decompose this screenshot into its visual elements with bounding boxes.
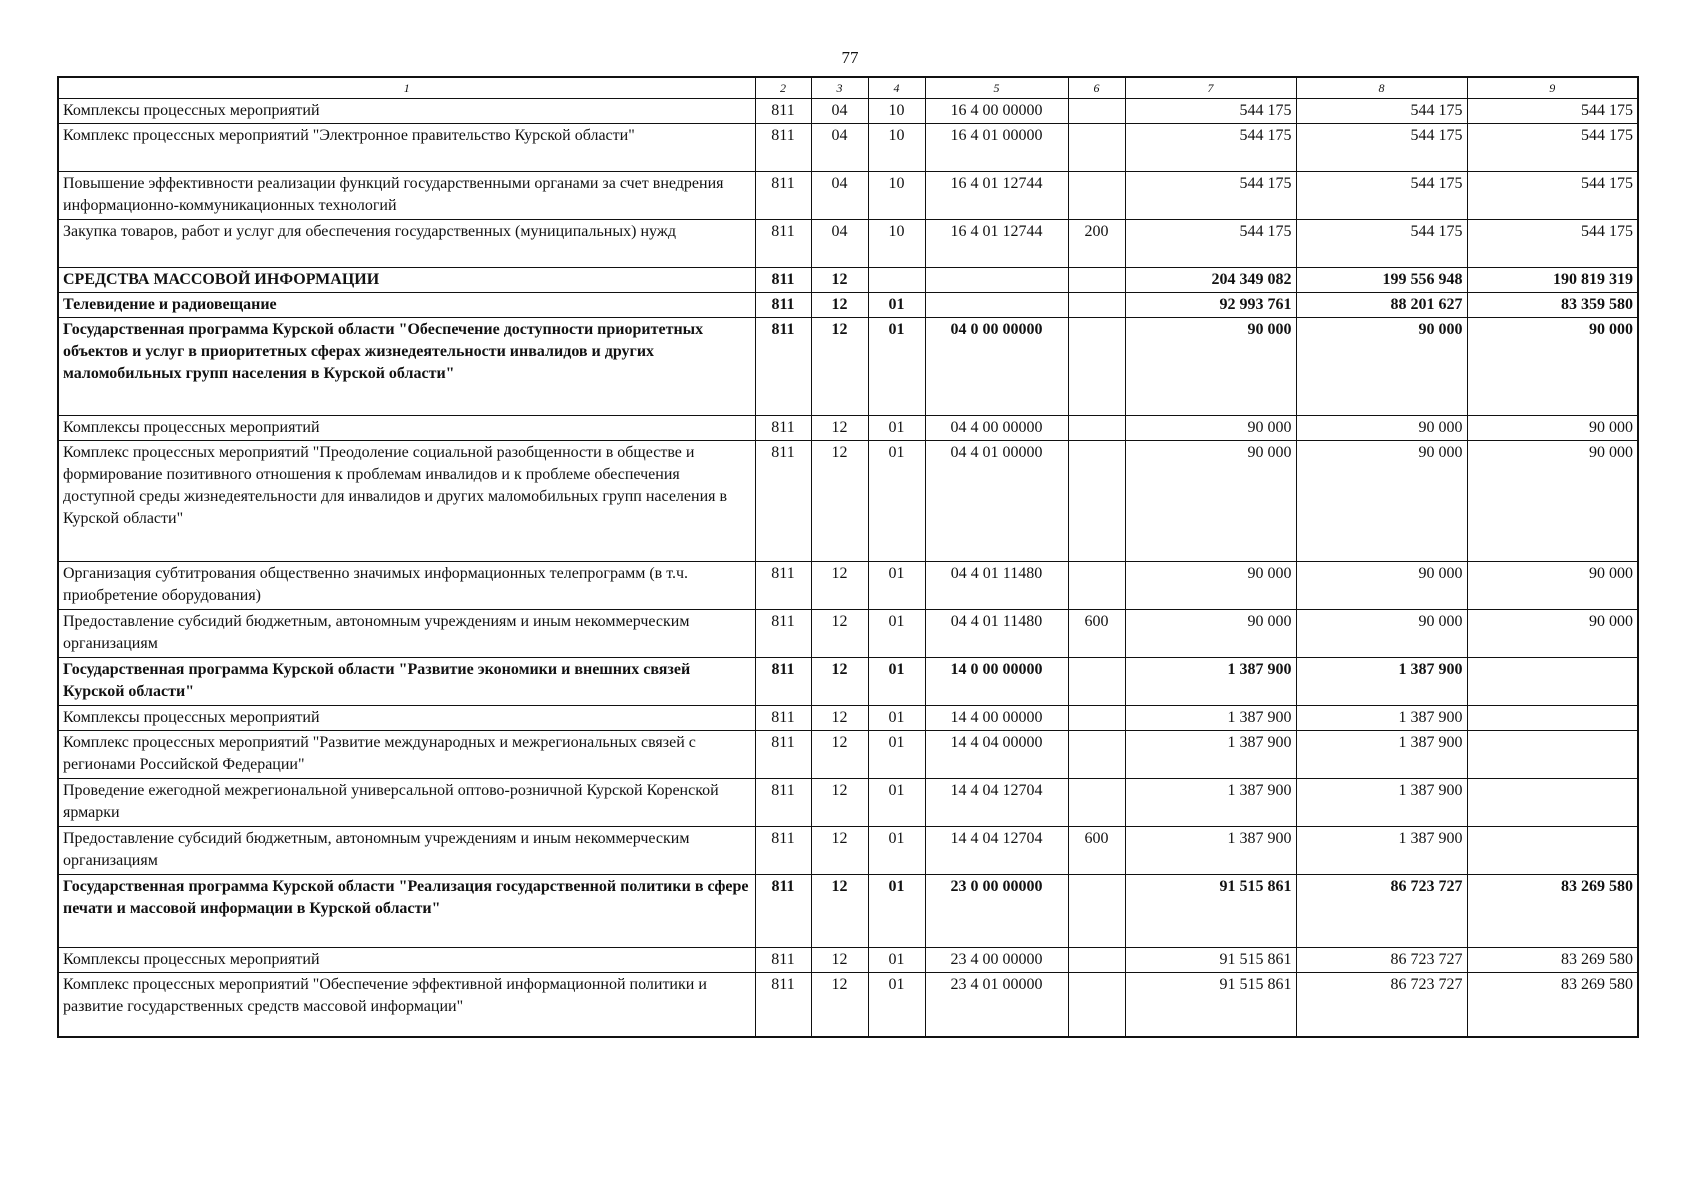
row-target-article: 16 4 01 12744 [925,220,1068,268]
table-row [58,99,1638,124]
row-subsection-code: 01 [868,875,925,948]
row-target-article: 23 0 00 00000 [925,875,1068,948]
row-target-article: 04 4 00 00000 [925,416,1068,441]
row-amount-1: 204 349 082 [1125,268,1296,293]
row-amount-1: 90 000 [1125,562,1296,610]
table-row [58,441,1638,562]
row-subsection-code: 01 [868,610,925,658]
row-amount-3: 544 175 [1467,172,1638,220]
row-section-code: 04 [811,220,868,268]
row-target-article: 14 4 04 00000 [925,731,1068,779]
row-name: Комплекс процессных мероприятий "Преодоление социальной разобщенности в обществе и формирование позитивного отношения к проблемам инвалидов и к проблеме обеспечения доступной среды жизнедеятельности для инвалидов и других маломобильных групп населения в Курской области" [58,441,755,562]
row-amount-1: 544 175 [1125,124,1296,172]
row-section-code: 12 [811,779,868,827]
row-amount-1: 544 175 [1125,220,1296,268]
row-admin-code: 811 [755,658,811,706]
col-header-2: 2 [755,77,811,99]
row-admin-code: 811 [755,220,811,268]
row-admin-code: 811 [755,731,811,779]
row-amount-2: 86 723 727 [1296,948,1467,973]
table-row [58,610,1638,658]
row-subsection-code: 01 [868,293,925,318]
row-amount-1: 1 387 900 [1125,706,1296,731]
row-section-code: 12 [811,731,868,779]
row-target-article: 04 4 01 11480 [925,610,1068,658]
col-header-5: 5 [925,77,1068,99]
row-section-code: 12 [811,293,868,318]
row-target-article: 14 4 04 12704 [925,827,1068,875]
row-amount-1: 90 000 [1125,318,1296,416]
row-amount-1: 91 515 861 [1125,875,1296,948]
row-subsection-code: 01 [868,441,925,562]
row-section-code: 12 [811,948,868,973]
row-amount-2: 544 175 [1296,220,1467,268]
row-admin-code: 811 [755,441,811,562]
row-admin-code: 811 [755,779,811,827]
row-amount-1: 91 515 861 [1125,973,1296,1037]
row-amount-3: 90 000 [1467,441,1638,562]
row-subsection-code: 01 [868,731,925,779]
row-expense-type [1068,318,1125,416]
col-header-4: 4 [868,77,925,99]
table-row [58,973,1638,1037]
row-section-code: 12 [811,318,868,416]
row-admin-code: 811 [755,172,811,220]
col-header-1: 1 [58,77,755,99]
row-name: Комплекс процессных мероприятий "Обеспечение эффективной информационной политики и развитие государственных средств массовой информации" [58,973,755,1037]
row-expense-type [1068,658,1125,706]
row-target-article: 16 4 01 12744 [925,172,1068,220]
row-section-code: 12 [811,706,868,731]
row-section-code: 12 [811,441,868,562]
row-name: Комплексы процессных мероприятий [58,948,755,973]
row-expense-type: 600 [1068,610,1125,658]
row-admin-code: 811 [755,948,811,973]
row-admin-code: 811 [755,318,811,416]
row-subsection-code: 01 [868,318,925,416]
row-subsection-code: 01 [868,416,925,441]
row-amount-3: 544 175 [1467,124,1638,172]
table-row [58,731,1638,779]
row-amount-3: 83 269 580 [1467,875,1638,948]
row-admin-code: 811 [755,875,811,948]
row-admin-code: 811 [755,827,811,875]
row-admin-code: 811 [755,610,811,658]
row-admin-code: 811 [755,293,811,318]
table-row [58,318,1638,416]
row-section-code: 12 [811,610,868,658]
table-row [58,948,1638,973]
row-amount-2: 1 387 900 [1296,779,1467,827]
row-expense-type [1068,99,1125,124]
table-row [58,172,1638,220]
row-expense-type [1068,973,1125,1037]
row-name: Комплексы процессных мероприятий [58,99,755,124]
page-number: 77 [841,48,859,67]
row-expense-type [1068,731,1125,779]
row-name: Проведение ежегодной межрегиональной универсальной оптово-розничной Курской Коренской ярмарки [58,779,755,827]
row-expense-type [1068,268,1125,293]
header-row [58,77,1638,99]
row-amount-2: 544 175 [1296,172,1467,220]
row-amount-3: 90 000 [1467,562,1638,610]
row-amount-2: 1 387 900 [1296,658,1467,706]
row-subsection-code: 01 [868,658,925,706]
row-amount-1: 91 515 861 [1125,948,1296,973]
table-row [58,416,1638,441]
row-expense-type [1068,172,1125,220]
row-name: Комплекс процессных мероприятий "Развитие международных и межрегиональных связей с регионами Российской Федерации" [58,731,755,779]
row-target-article: 14 4 00 00000 [925,706,1068,731]
row-subsection-code: 10 [868,172,925,220]
row-name: Государственная программа Курской области "Обеспечение доступности приоритетных объектов и услуг в приоритетных сферах жизнедеятельности инвалидов и других маломобильных групп населения в Курской области" [58,318,755,416]
row-subsection-code [868,268,925,293]
row-amount-3 [1467,731,1638,779]
row-admin-code: 811 [755,99,811,124]
row-section-code: 12 [811,416,868,441]
table-row [58,293,1638,318]
row-amount-1: 90 000 [1125,610,1296,658]
row-section-code: 04 [811,99,868,124]
row-amount-2: 90 000 [1296,441,1467,562]
row-name: СРЕДСТВА МАССОВОЙ ИНФОРМАЦИИ [58,268,755,293]
row-amount-2: 544 175 [1296,124,1467,172]
row-subsection-code: 10 [868,99,925,124]
row-amount-2: 90 000 [1296,610,1467,658]
row-amount-2: 88 201 627 [1296,293,1467,318]
row-admin-code: 811 [755,268,811,293]
row-expense-type [1068,706,1125,731]
row-expense-type [1068,948,1125,973]
table-row [58,220,1638,268]
row-section-code: 12 [811,268,868,293]
row-section-code: 12 [811,875,868,948]
row-expense-type [1068,293,1125,318]
row-expense-type: 200 [1068,220,1125,268]
row-amount-1: 90 000 [1125,441,1296,562]
row-admin-code: 811 [755,562,811,610]
row-amount-2: 86 723 727 [1296,973,1467,1037]
row-expense-type [1068,416,1125,441]
table-row [58,658,1638,706]
row-amount-1: 544 175 [1125,172,1296,220]
row-section-code: 12 [811,562,868,610]
row-expense-type [1068,779,1125,827]
row-name: Предоставление субсидий бюджетным, автономным учреждениям и иным некоммерческим организациям [58,610,755,658]
row-name: Государственная программа Курской области "Развитие экономики и внешних связей Курской области" [58,658,755,706]
row-amount-3: 190 819 319 [1467,268,1638,293]
table-row [58,268,1638,293]
row-amount-3: 83 269 580 [1467,948,1638,973]
row-expense-type: 600 [1068,827,1125,875]
row-name: Государственная программа Курской области "Реализация государственной политики в сфере печати и массовой информации в Курской области" [58,875,755,948]
table-row [58,827,1638,875]
row-amount-1: 90 000 [1125,416,1296,441]
table-row [58,706,1638,731]
row-subsection-code: 01 [868,706,925,731]
row-target-article: 04 4 01 00000 [925,441,1068,562]
row-target-article: 14 0 00 00000 [925,658,1068,706]
row-target-article: 04 4 01 11480 [925,562,1068,610]
row-section-code: 12 [811,827,868,875]
row-target-article: 04 0 00 00000 [925,318,1068,416]
row-subsection-code: 10 [868,124,925,172]
col-header-6: 6 [1068,77,1125,99]
row-subsection-code: 01 [868,779,925,827]
row-expense-type [1068,562,1125,610]
row-amount-3: 544 175 [1467,99,1638,124]
row-section-code: 12 [811,973,868,1037]
budget-table [57,76,1639,1038]
row-amount-3: 90 000 [1467,318,1638,416]
row-amount-2: 90 000 [1296,416,1467,441]
row-target-article: 16 4 00 00000 [925,99,1068,124]
row-amount-2: 199 556 948 [1296,268,1467,293]
row-amount-3: 90 000 [1467,416,1638,441]
row-target-article: 14 4 04 12704 [925,779,1068,827]
col-header-9: 9 [1467,77,1638,99]
row-target-article: 23 4 00 00000 [925,948,1068,973]
col-header-3: 3 [811,77,868,99]
row-amount-3 [1467,779,1638,827]
row-name: Повышение эффективности реализации функций государственными органами за счет внедрения информационно-коммуникационных технологий [58,172,755,220]
row-amount-1: 1 387 900 [1125,779,1296,827]
row-subsection-code: 01 [868,827,925,875]
row-amount-2: 1 387 900 [1296,827,1467,875]
row-amount-1: 1 387 900 [1125,658,1296,706]
row-target-article: 16 4 01 00000 [925,124,1068,172]
row-name: Предоставление субсидий бюджетным, автономным учреждениям и иным некоммерческим организациям [58,827,755,875]
row-amount-2: 90 000 [1296,318,1467,416]
row-amount-3: 83 359 580 [1467,293,1638,318]
row-amount-1: 544 175 [1125,99,1296,124]
row-amount-1: 1 387 900 [1125,731,1296,779]
row-target-article [925,293,1068,318]
row-admin-code: 811 [755,416,811,441]
row-amount-1: 1 387 900 [1125,827,1296,875]
row-admin-code: 811 [755,124,811,172]
col-header-7: 7 [1125,77,1296,99]
row-amount-3: 544 175 [1467,220,1638,268]
row-subsection-code: 10 [868,220,925,268]
row-subsection-code: 01 [868,948,925,973]
row-section-code: 12 [811,658,868,706]
row-amount-2: 86 723 727 [1296,875,1467,948]
row-amount-3 [1467,827,1638,875]
row-amount-3 [1467,706,1638,731]
row-amount-2: 1 387 900 [1296,706,1467,731]
row-expense-type [1068,124,1125,172]
row-section-code: 04 [811,124,868,172]
table-body [58,99,1638,1037]
row-target-article: 23 4 01 00000 [925,973,1068,1037]
row-target-article [925,268,1068,293]
row-name: Комплексы процессных мероприятий [58,416,755,441]
row-amount-3: 90 000 [1467,610,1638,658]
table-row [58,779,1638,827]
table-row [58,875,1638,948]
row-name: Телевидение и радиовещание [58,293,755,318]
table-row [58,124,1638,172]
row-admin-code: 811 [755,973,811,1037]
row-amount-2: 1 387 900 [1296,731,1467,779]
row-admin-code: 811 [755,706,811,731]
row-expense-type [1068,441,1125,562]
row-section-code: 04 [811,172,868,220]
row-expense-type [1068,875,1125,948]
row-name: Комплекс процессных мероприятий "Электронное правительство Курской области" [58,124,755,172]
row-amount-3: 83 269 580 [1467,973,1638,1037]
row-amount-1: 92 993 761 [1125,293,1296,318]
row-subsection-code: 01 [868,973,925,1037]
col-header-8: 8 [1296,77,1467,99]
row-amount-2: 544 175 [1296,99,1467,124]
row-name: Комплексы процессных мероприятий [58,706,755,731]
row-name: Организация субтитрования общественно значимых информационных телепрограмм (в т.ч. приобретение оборудования) [58,562,755,610]
row-name: Закупка товаров, работ и услуг для обеспечения государственных (муниципальных) нужд [58,220,755,268]
table-row [58,562,1638,610]
row-subsection-code: 01 [868,562,925,610]
row-amount-3 [1467,658,1638,706]
row-amount-2: 90 000 [1296,562,1467,610]
